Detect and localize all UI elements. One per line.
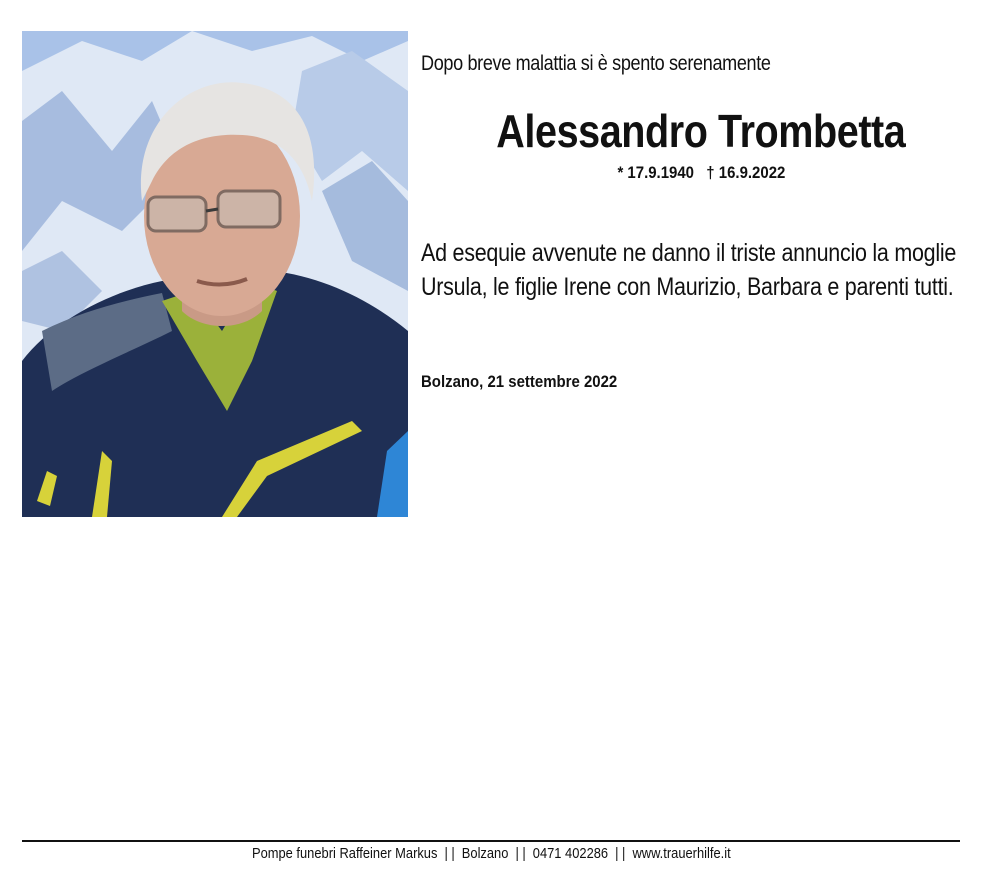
portrait-illustration	[22, 31, 408, 517]
footer	[0, 845, 982, 862]
footer-city: Bolzano	[461, 845, 509, 862]
life-dates	[421, 163, 981, 183]
footer-divider	[22, 840, 960, 842]
deceased-name-text: Alessandro Trombetta	[496, 105, 906, 157]
intro-text: Dopo breve malattia si è spento serenamente	[421, 52, 771, 75]
portrait-photo	[22, 31, 408, 517]
footer-separator: | |	[515, 845, 526, 862]
footer-company: Pompe funebri Raffeiner Markus	[251, 845, 438, 862]
footer-separator: | |	[444, 845, 455, 862]
announcement-text: Ad esequie avvenute ne danno il triste annuncio la moglie Ursula, le figlie Irene con Maurizio, Barbara e parenti tutti.	[421, 239, 957, 301]
life-dates-inner	[617, 163, 785, 183]
death-date: † 16.9.2022	[705, 163, 785, 182]
footer-inner	[252, 845, 731, 862]
footer-separator: | |	[614, 845, 626, 862]
footer-website-link[interactable]: www.trauerhilfe.it	[632, 845, 731, 862]
place-and-date: Bolzano, 21 settembre 2022	[421, 372, 618, 391]
birth-date: * 17.9.1940	[617, 163, 694, 182]
deceased-name	[421, 104, 981, 158]
footer-phone: 0471 402286	[532, 845, 608, 862]
